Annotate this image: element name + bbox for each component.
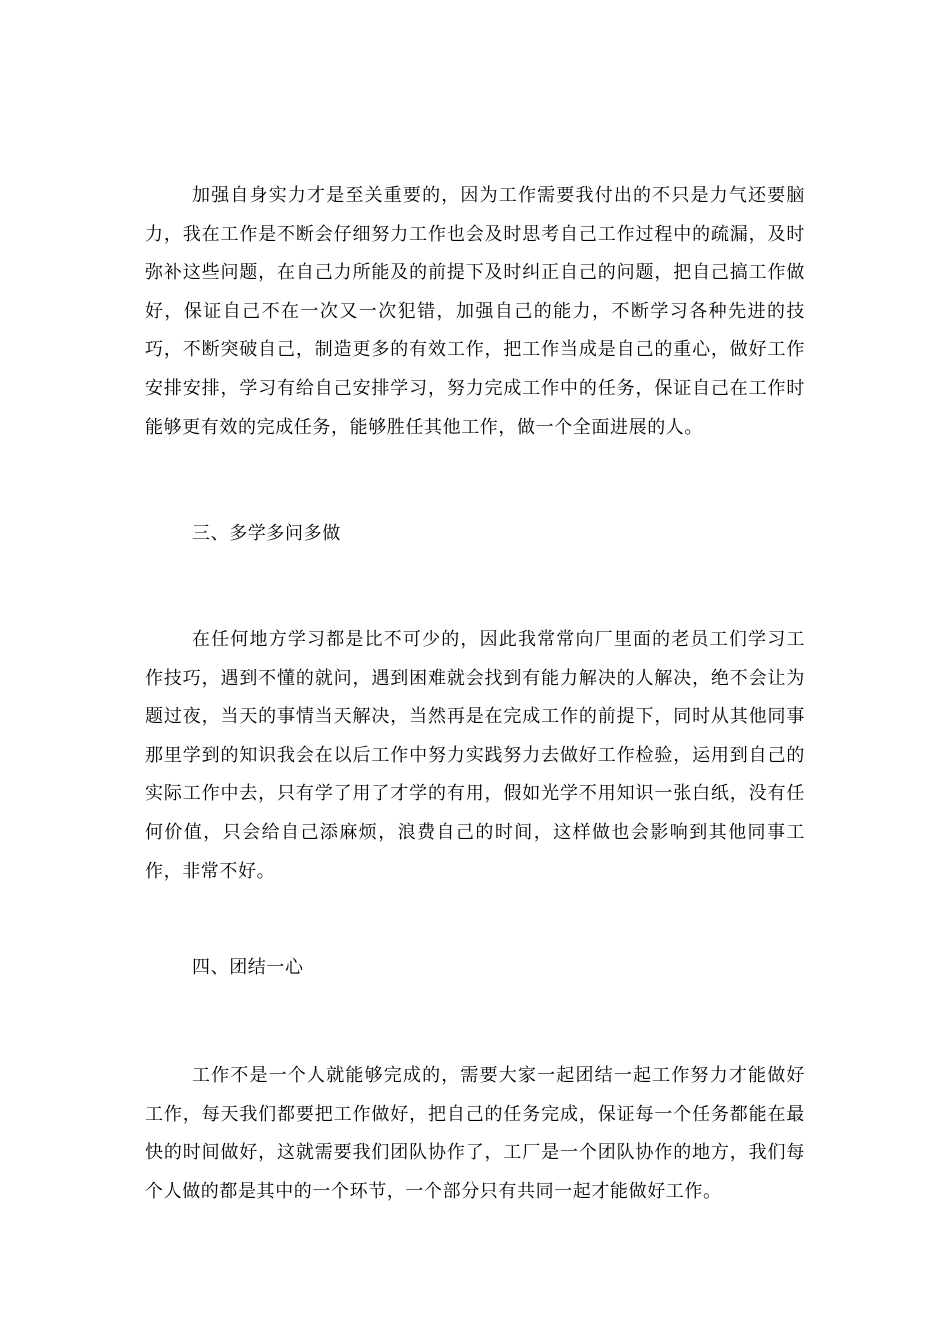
section-heading-3: 三、多学多问多做 <box>192 523 341 544</box>
paragraph-teamwork: 工作不是一个人就能够完成的，需要大家一起团结一起工作努力才能做好工作，每天我们都要把工作做好，把自己的任务完成，保证每一个任务都能在最快的时间做好，这就需要我们团队协作了，工厂是一个团队协作的地方，我们每个人做的都是其中的一个环节，一个部分只有共同一起才能做好工作。 <box>145 1065 805 1202</box>
section-heading-4: 四、团结一心 <box>192 957 304 978</box>
paragraph-self-improvement: 加强自身实力才是至关重要的，因为工作需要我付出的不只是力气还要脑力，我在工作是不断会仔细努力工作也会及时思考自己工作过程中的疏漏，及时弥补这些问题，在自己力所能及的前提下及时纠正自己的问题，把自己搞工作做好，保证自己不在一次又一次犯错，加强自己的能力，不断学习各种先进的技巧，不断突破自己，制造更多的有效工作，把工作当成是自己的重心，做好工作安排安排，学习有给自己安排学习，努力完成工作中的任务，保证自己在工作时能够更有效的完成任务，能够胜任其他工作，做一个全面进展的人。 <box>145 185 805 438</box>
paragraph-learning: 在任何地方学习都是比不可少的，因此我常常向厂里面的老员工们学习工作技巧，遇到不懂的就问，遇到困难就会找到有能力解决的人解决，绝不会让为题过夜，当天的事情当天解决，当然再是在完成工作的前提下，同时从其他同事那里学到的知识我会在以后工作中努力实践努力去做好工作检验，运用到自己的实际工作中去，只有学了用了才学的有用，假如光学不用知识一张白纸，没有任何价值，只会给自己添麻烦，浪费自己的时间，这样做也会影响到其他同事工作，非常不好。 <box>145 629 805 882</box>
